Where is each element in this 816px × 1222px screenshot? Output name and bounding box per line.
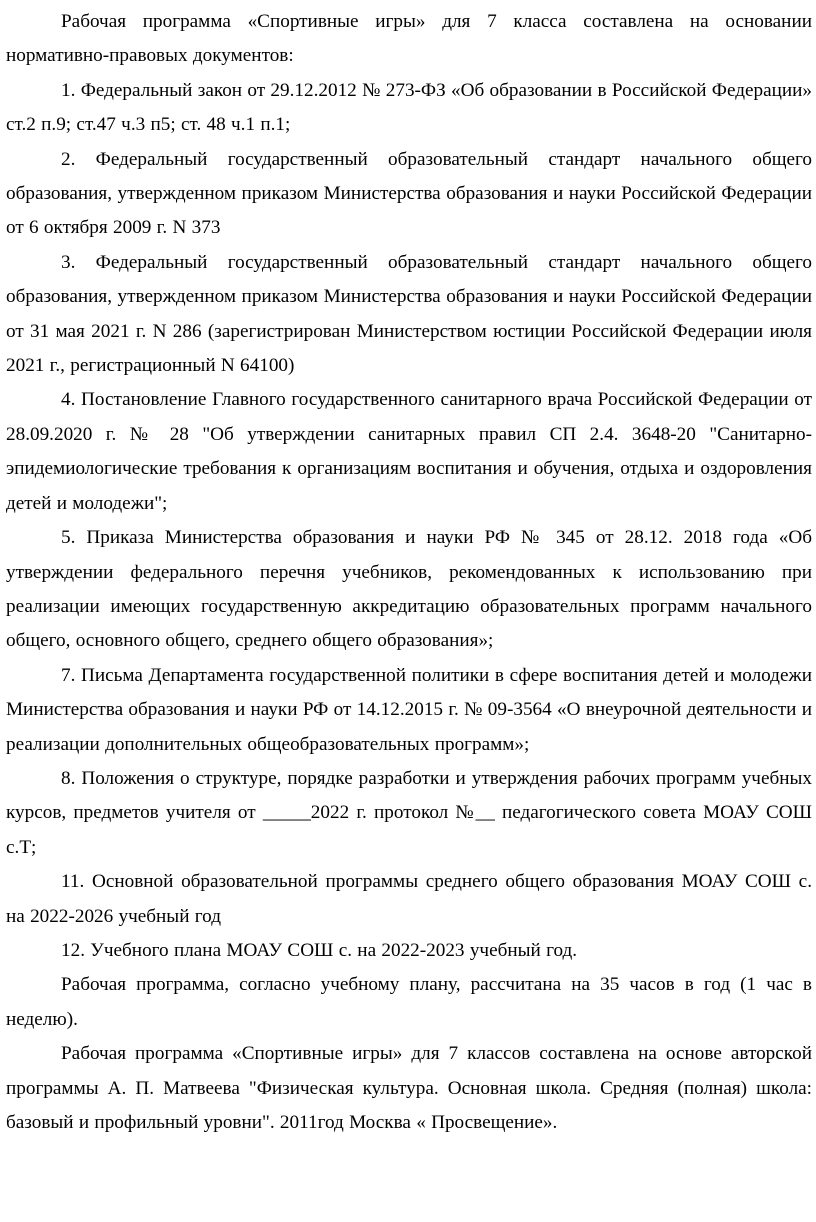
list-item-7: 7. Письма Департамента государственной политики в сфере воспитания детей и молодежи Министерства образования и науки РФ от 14.12.2015 г. № 09-3564 «О внеурочной деятельности и реализации дополнительных общеобразовательных программ»;: [6, 664, 812, 755]
list-item-2: 2. Федеральный государственный образовательный стандарт начального общего образования, утвержденном приказом Министерства образования и науки Российской Федерации от 6 октября 2009 г. N 373: [6, 148, 812, 239]
list-item-4: 4. Постановление Главного государственного санитарного врача Российской Федерации от 28.09.2020 г. № 28 "Об утверждении санитарных правил СП 2.4. 3648-20 "Санитарно-эпидемиологические требования к организациям воспитания и обучения, отдыха и оздоровления детей и молодежи";: [6, 389, 812, 514]
list-item-11: 11. Основной образовательной программы среднего общего образования МОАУ СОШ с. на 2022-2026 учебный год: [6, 871, 812, 927]
list-item-1: 1. Федеральный закон от 29.12.2012 № 273-ФЗ «Об образовании в Российской Федерации» ст.2 п.9; ст.47 ч.3 п5; ст. 48 ч.1 п.1;: [6, 79, 812, 136]
list-item-12: 12. Учебного плана МОАУ СОШ с. на 2022-2023 учебный год.: [61, 939, 578, 961]
document-body: [6, 5, 812, 1140]
hours-paragraph: Рабочая программа, согласно учебному плану, рассчитана на 35 часов в год (1 час в неделю).: [6, 974, 812, 1030]
list-item-5: 5. Приказа Министерства образования и науки РФ № 345 от 28.12. 2018 года «Об утверждении федерального перечня учебников, рекомендованных к использованию при реализации имеющих государственную аккредитацию образовательных программ начального общего, основного общего, среднего общего образования»;: [6, 527, 812, 652]
list-item-3: 3. Федеральный государственный образовательный стандарт начального общего образования, утвержденном приказом Министерства образования и науки Российской Федерации от 31 мая 2021 г. N 286 (зарегистрирован Министерством юстиции Российской Федерации июля 2021 г., регистрационный N 64100): [6, 251, 812, 377]
program-basis-paragraph: Рабочая программа «Спортивные игры» для 7 классов составлена на основе авторской программы А. П. Матвеева "Физическая культура. Основная школа. Средняя (полная) школа: базовый и профильный уровни". 2011год Москва « Просвещение».: [6, 1043, 812, 1133]
intro-paragraph: Рабочая программа «Спортивные игры» для 7 класса составлена на основании нормативно-правовых документов:: [6, 11, 812, 67]
list-item-8: 8. Положения о структуре, порядке разработки и утверждения рабочих программ учебных курсов, предметов учителя от _____2022 г. протокол №__ педагогического совета МОАУ СОШ с.Т;: [6, 767, 812, 858]
